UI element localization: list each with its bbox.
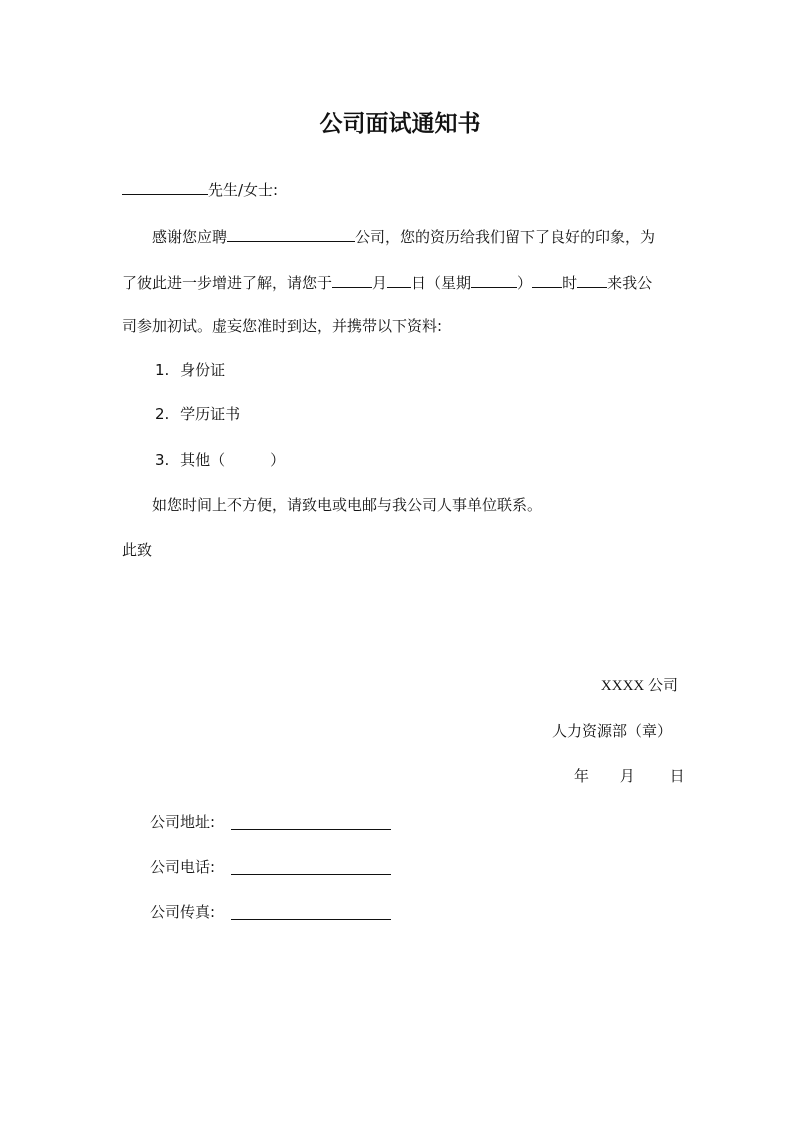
paragraph-line-1 — [152, 225, 655, 247]
date-day: 日 — [669, 767, 685, 785]
para2-close: ） — [517, 274, 533, 292]
address-label: 公司地址: — [150, 813, 216, 831]
phone-field — [231, 874, 391, 875]
paragraph-line-2 — [122, 271, 652, 293]
salutation-suffix: 先生/女士: — [208, 181, 279, 199]
department-seal: 人力资源部（章） — [551, 722, 672, 740]
para2-day: 日（星期 — [411, 274, 472, 292]
date-month: 月 — [619, 767, 635, 785]
month-blank — [332, 271, 372, 288]
para2-hour: 时 — [562, 274, 578, 292]
list-item-text: 学历证书 — [180, 405, 241, 423]
fax-label: 公司传真: — [150, 903, 216, 921]
list-item-text: 其他（ ） — [180, 451, 286, 469]
regards: 此致 — [122, 541, 153, 559]
page-title: 公司面试通知书 — [319, 111, 481, 137]
list-item — [155, 360, 225, 380]
salutation-line — [122, 178, 278, 200]
para2-text-a: 了彼此进一步增进了解，请您于 — [122, 274, 333, 292]
day-blank — [387, 271, 411, 288]
paragraph-line-3: 司参加初试。虚妄您准时到达，并携带以下资料: — [122, 317, 443, 335]
closing-note: 如您时间上不方便，请致电或电邮与我公司人事单位联系。 — [152, 496, 543, 514]
list-item-number: 3. — [155, 451, 170, 469]
list-item-number: 1. — [155, 361, 170, 379]
minute-blank — [577, 271, 607, 288]
hour-blank — [532, 271, 562, 288]
para2-month: 月 — [372, 274, 388, 292]
list-item — [155, 404, 240, 424]
para1-text-a: 感谢您应聘 — [152, 228, 228, 246]
phone-label: 公司电话: — [150, 858, 216, 876]
address-field — [231, 829, 391, 830]
position-blank — [227, 225, 355, 242]
para1-text-b: 公司，您的资历给我们留下了良好的印象，为 — [355, 228, 656, 246]
date-line — [574, 766, 685, 786]
weekday-blank — [471, 271, 517, 288]
fax-field — [231, 919, 391, 920]
list-item-text: 身份证 — [180, 361, 226, 379]
list-item-number: 2. — [155, 405, 170, 423]
para2-end: 来我公 — [607, 274, 653, 292]
list-item — [155, 450, 285, 470]
company-name: XXXX 公司 — [600, 678, 678, 694]
date-year: 年 — [574, 767, 590, 785]
name-blank — [122, 178, 208, 195]
